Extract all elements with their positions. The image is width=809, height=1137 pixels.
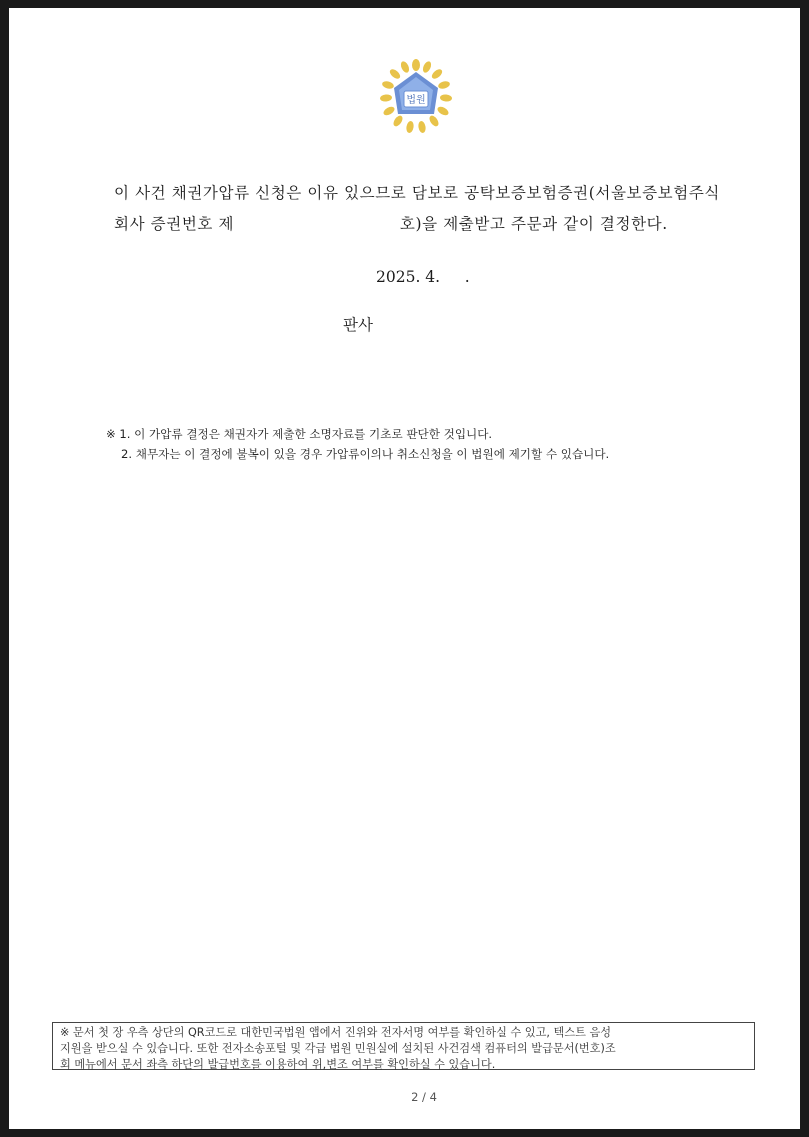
verification-notice-line: ※ 문서 첫 장 우측 상단의 QR코드로 대한민국법원 앱에서 진위와 전자서명 여부를 확인하실 수 있고, 텍스트 음성 xyxy=(60,1026,612,1039)
verification-notice-line: 지원을 받으실 수 있습니다. 또한 전자소송포털 및 각급 법원 민원실에 설치된 사건검색 컴퓨터의 발급문서(번호)조 xyxy=(60,1042,616,1055)
decision-text-line-1: 이 사건 채권가압류 신청은 이유 있으므로 담보로 공탁보증보험증권(서울보증보험주식 xyxy=(114,184,720,202)
svg-text:법원: 법원 xyxy=(406,95,426,106)
note-item-2: 2. 채무자는 이 결정에 불복이 있을 경우 가압류이의나 취소신청을 이 법원에 제기할 수 있습니다. xyxy=(121,447,610,461)
page-number: 2 / 4 xyxy=(411,1090,437,1104)
court-emblem-icon xyxy=(379,58,453,134)
verification-notice-line: 회 메뉴에서 문서 좌측 하단의 발급번호를 이용하여 위,변조 여부를 확인하실 수 있습니다. xyxy=(60,1058,496,1071)
document-page xyxy=(9,8,800,1129)
judge-label: 판사 xyxy=(343,316,373,334)
verification-notice-box xyxy=(52,1022,755,1070)
decision-date: 2025. 4. . xyxy=(376,268,470,286)
decision-text-line-2: 회사 증권번호 제 호)을 제출받고 주문과 같이 결정한다. xyxy=(114,215,668,233)
note-item-1: ※ 1. 이 가압류 결정은 채권자가 제출한 소명자료를 기초로 판단한 것입니다. xyxy=(106,427,493,441)
